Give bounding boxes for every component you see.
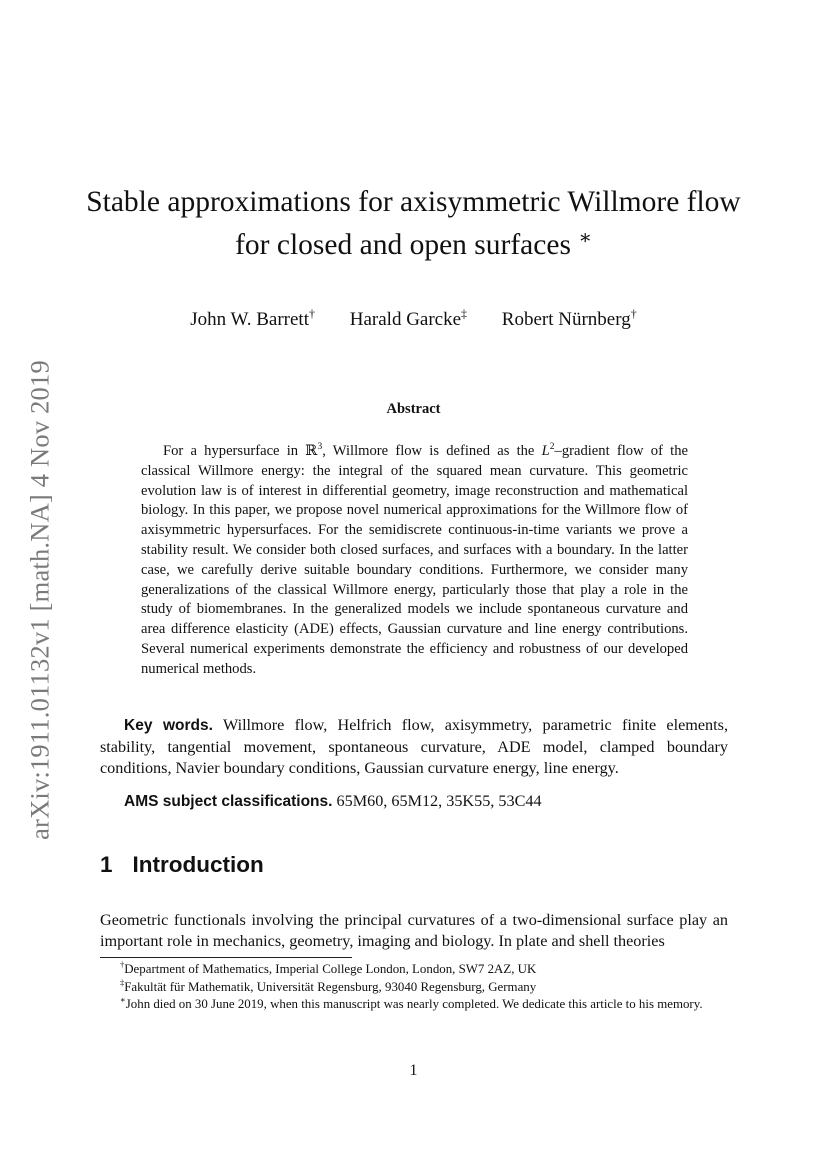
author-list xyxy=(60,302,767,332)
author-mark: † xyxy=(309,307,315,321)
abstract-sup-1: 3 xyxy=(317,442,323,453)
author-name: Robert Nürnberg xyxy=(501,309,631,331)
ams-classifications xyxy=(124,791,728,812)
title-line-1: Stable approximations for axisymmetric Willmore flow xyxy=(86,186,741,218)
keywords-text: Willmore flow, Helfrich flow, axisymmetry, parametric finite elements, stability, tangential movement, spontaneous curvature, ADE model, clamped boundary conditions, Navier boundary conditions, Gaussian curvature energy, line energy. xyxy=(100,716,728,777)
footnote-text: John died on 30 June 2019, when this manuscript was nearly completed. We dedicate this article to his memory. xyxy=(125,997,703,1012)
footnote-mark: † xyxy=(120,959,125,970)
title-line-2: for closed and open surfaces xyxy=(235,229,571,261)
author-name: Harald Garcke xyxy=(349,309,462,331)
section-number: 1 xyxy=(100,852,113,877)
footnote-text: Fakultät für Mathematik, Universität Regensburg, 93040 Regensburg, Germany xyxy=(124,979,537,994)
footnote xyxy=(100,996,728,1014)
section-title: Introduction xyxy=(132,852,264,877)
footnote xyxy=(100,979,728,997)
author-name: John W. Barrett xyxy=(190,309,309,331)
author-mark: † xyxy=(630,307,637,321)
page-number: 1 xyxy=(409,1062,418,1079)
keywords xyxy=(100,715,728,778)
footnote-mark: ‡ xyxy=(120,977,125,988)
arxiv-stamp-text: arXiv:1911.01132v1 [math.NA] 4 Nov 2019 xyxy=(24,360,55,840)
author xyxy=(350,309,467,330)
footnote xyxy=(100,961,728,979)
abstract-math-L: L xyxy=(541,443,550,459)
abstract-text-1: For a hypersurface in ℝ xyxy=(163,443,318,459)
footnote-rule xyxy=(100,957,352,958)
keywords-label: Key words. xyxy=(124,717,213,734)
intro-paragraph: Geometric functionals involving the principal curvatures of a two-dimensional surface play an important role in mechanics, geometry, imaging and biology. In plate and shell theories xyxy=(100,911,728,951)
abstract-body xyxy=(141,442,688,680)
ams-label: AMS subject classifications. xyxy=(124,793,333,810)
author-mark: ‡ xyxy=(461,307,468,321)
title-footnote-mark: ∗ xyxy=(578,227,592,249)
abstract-text-3: –gradient flow of the classical Willmore energy: the integral of the squared mean curvature. This geometric evolution law is of interest in differential geometry, image reconstruction and mathematical biology. In this paper, we propose novel numerical approximations for the Willmore flow of axisymmetric hypersurfaces. For the semidiscrete continuous-in-time variants we prove a stability result. We consider both closed surfaces, and surfaces with a boundary. In the latter case, we carefully derive suitable boundary conditions. Furthermore, we consider many generalizations of the classical Willmore energy, particularly those that play a role in the study of biomembranes. In the generalized models we include spontaneous curvature and area difference elasticity (ADE) effects, Gaussian curvature and line energy contributions. Several numerical experiments demonstrate the efficiency and robustness of our developed numerical methods. xyxy=(141,443,688,677)
footnotes xyxy=(100,961,728,1014)
abstract-sup-2: 2 xyxy=(549,442,555,453)
footnote-text: Department of Mathematics, Imperial College London, London, SW7 2AZ, UK xyxy=(124,962,537,976)
abstract-heading: Abstract xyxy=(386,401,441,417)
abstract-text-2: , Willmore flow is defined as the xyxy=(322,443,542,459)
footnote-mark: ∗ xyxy=(120,994,126,1005)
ams-text: 65M60, 65M12, 35K55, 53C44 xyxy=(336,792,542,810)
paper-title xyxy=(60,184,767,263)
author xyxy=(190,309,315,330)
author xyxy=(502,309,637,330)
section-heading xyxy=(100,852,264,878)
